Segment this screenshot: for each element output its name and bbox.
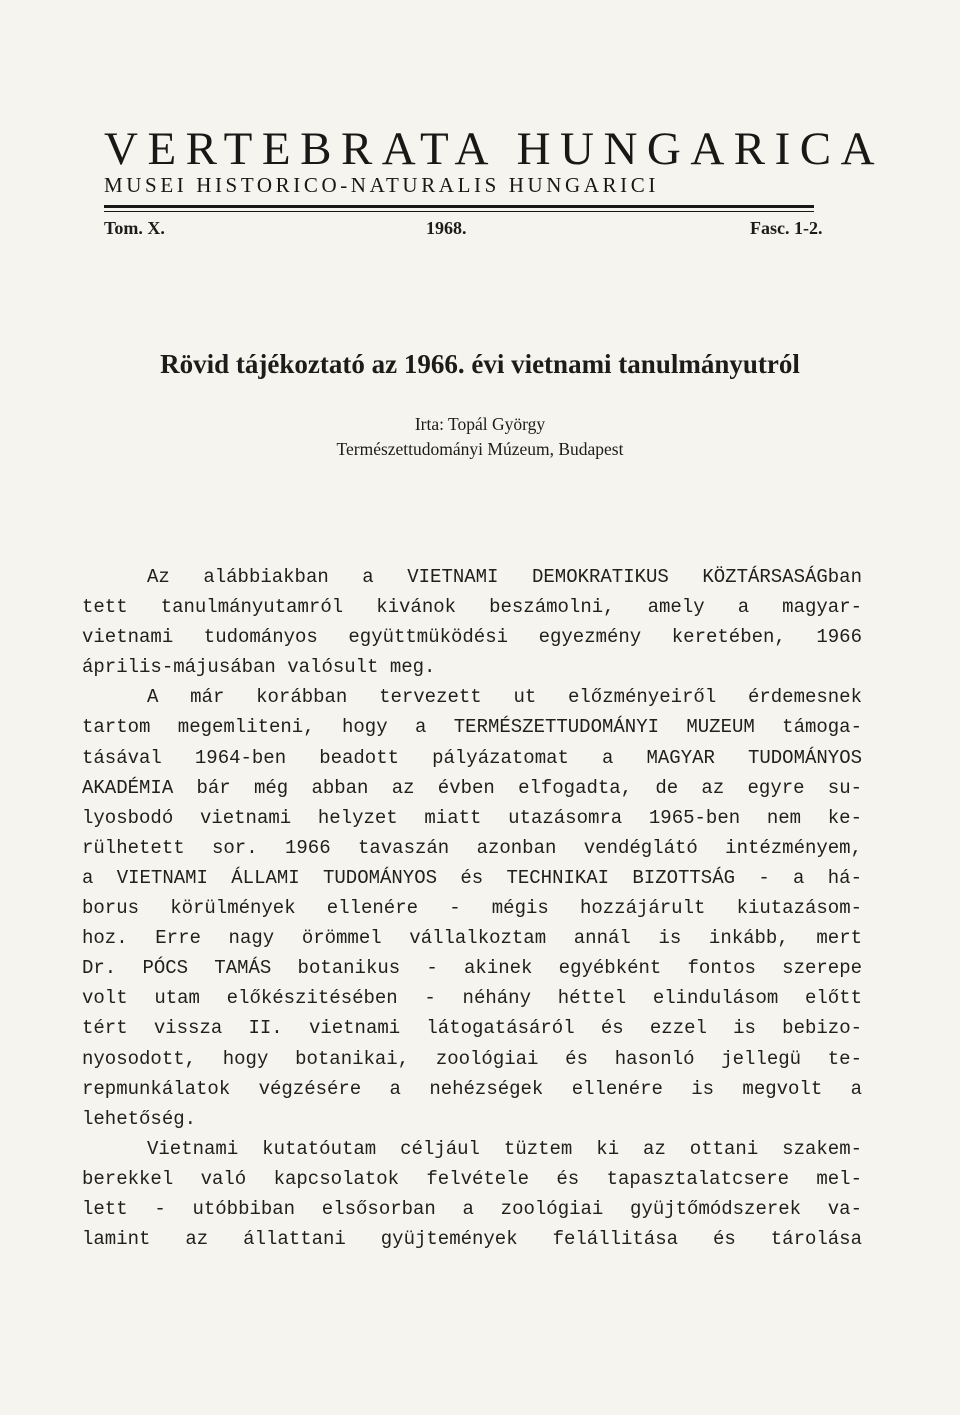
body-line: Vietnami kutatóutam céljául tüztem ki az ottani szakem- <box>147 1137 862 1160</box>
volume-number: Tom. X. <box>104 218 165 238</box>
body-line: repmunkálatok végzésére a nehézségek ellenére is megvolt a <box>82 1077 862 1100</box>
body-line: lehetőség. <box>82 1107 197 1130</box>
body-line: tartom megemliteni, hogy a TERMÉSZETTUDOMÁNYI MUZEUM támoga- <box>82 716 862 739</box>
body-line: Az alábbiakban a VIETNAMI DEMOKRATIKUS KÖZTÁRSASÁGban <box>147 566 862 588</box>
body-line: lyosbodó vietnami helyzet miatt utazásomra 1965-ben nem ke- <box>82 806 862 829</box>
header-rule-thin <box>104 211 814 212</box>
journal-subtitle: MUSEI HISTORICO-NATURALIS HUNGARICI <box>104 173 659 197</box>
body-line: tért vissza II. vietnami látogatásáról és ezzel is bebizo- <box>82 1017 862 1040</box>
body-line: A már korábban tervezett ut előzményeiről érdemesnek <box>147 686 862 709</box>
article-author: Irta: Topál György <box>414 414 546 434</box>
body-line: borus körülmények ellenére - mégis hozzájárult kiutazásom- <box>82 897 862 920</box>
body-line: április-májusában valósult meg. <box>82 656 436 679</box>
body-line: rülhetett sor. 1966 tavaszán azonban vendéglátó intézményem, <box>82 836 862 859</box>
header-rule-thick <box>104 205 814 208</box>
author-affiliation: Természettudományi Múzeum, Budapest <box>336 439 624 459</box>
publication-year: 1968. <box>426 218 467 238</box>
body-line: tásával 1964-ben beadott pályázatomat a MAGYAR TUDOMÁNYOS <box>82 746 862 769</box>
body-line: vietnami tudományos együttmüködési egyezmény keretében, 1966 <box>82 626 862 649</box>
body-line: berekkel való kapcsolatok felvétele és tapasztalatcsere mel- <box>82 1167 862 1190</box>
body-line: lamint az állattani gyüjtemények felállitása és tárolása <box>82 1228 862 1251</box>
body-line: nyosodott, hogy botanikai, zoológiai és hasonló jellegü te- <box>82 1047 862 1070</box>
body-line: Dr. PÓCS TAMÁS botanikus - akinek egyébként fontos szerepe <box>82 957 862 980</box>
body-line: a VIETNAMI ÁLLAMI TUDOMÁNYOS és TECHNIKAI BIZOTTSÁG - a há- <box>82 866 862 889</box>
article-title: Rövid tájékoztató az 1966. évi vietnami tanulmányutról <box>160 349 800 379</box>
body-line: hoz. Erre nagy örömmel vállalkoztam annál is inkább, mert <box>82 927 862 950</box>
body-line: AKADÉMIA bár még abban az évben elfogadta, de az egyre su- <box>82 776 862 799</box>
journal-title: VERTEBRATA HUNGARICA <box>104 123 885 175</box>
body-text <box>82 562 862 1254</box>
body-line: tett tanulmányutamról kivánok beszámolni, amely a magyar- <box>82 596 862 619</box>
body-line: volt utam előkészitésében - néhány héttel elindulásom előtt <box>82 987 862 1010</box>
body-line: lett - utóbbiban elsősorban a zoológiai gyüjtőmódszerek va- <box>82 1197 862 1220</box>
fascicle-number: Fasc. 1-2. <box>750 218 823 238</box>
